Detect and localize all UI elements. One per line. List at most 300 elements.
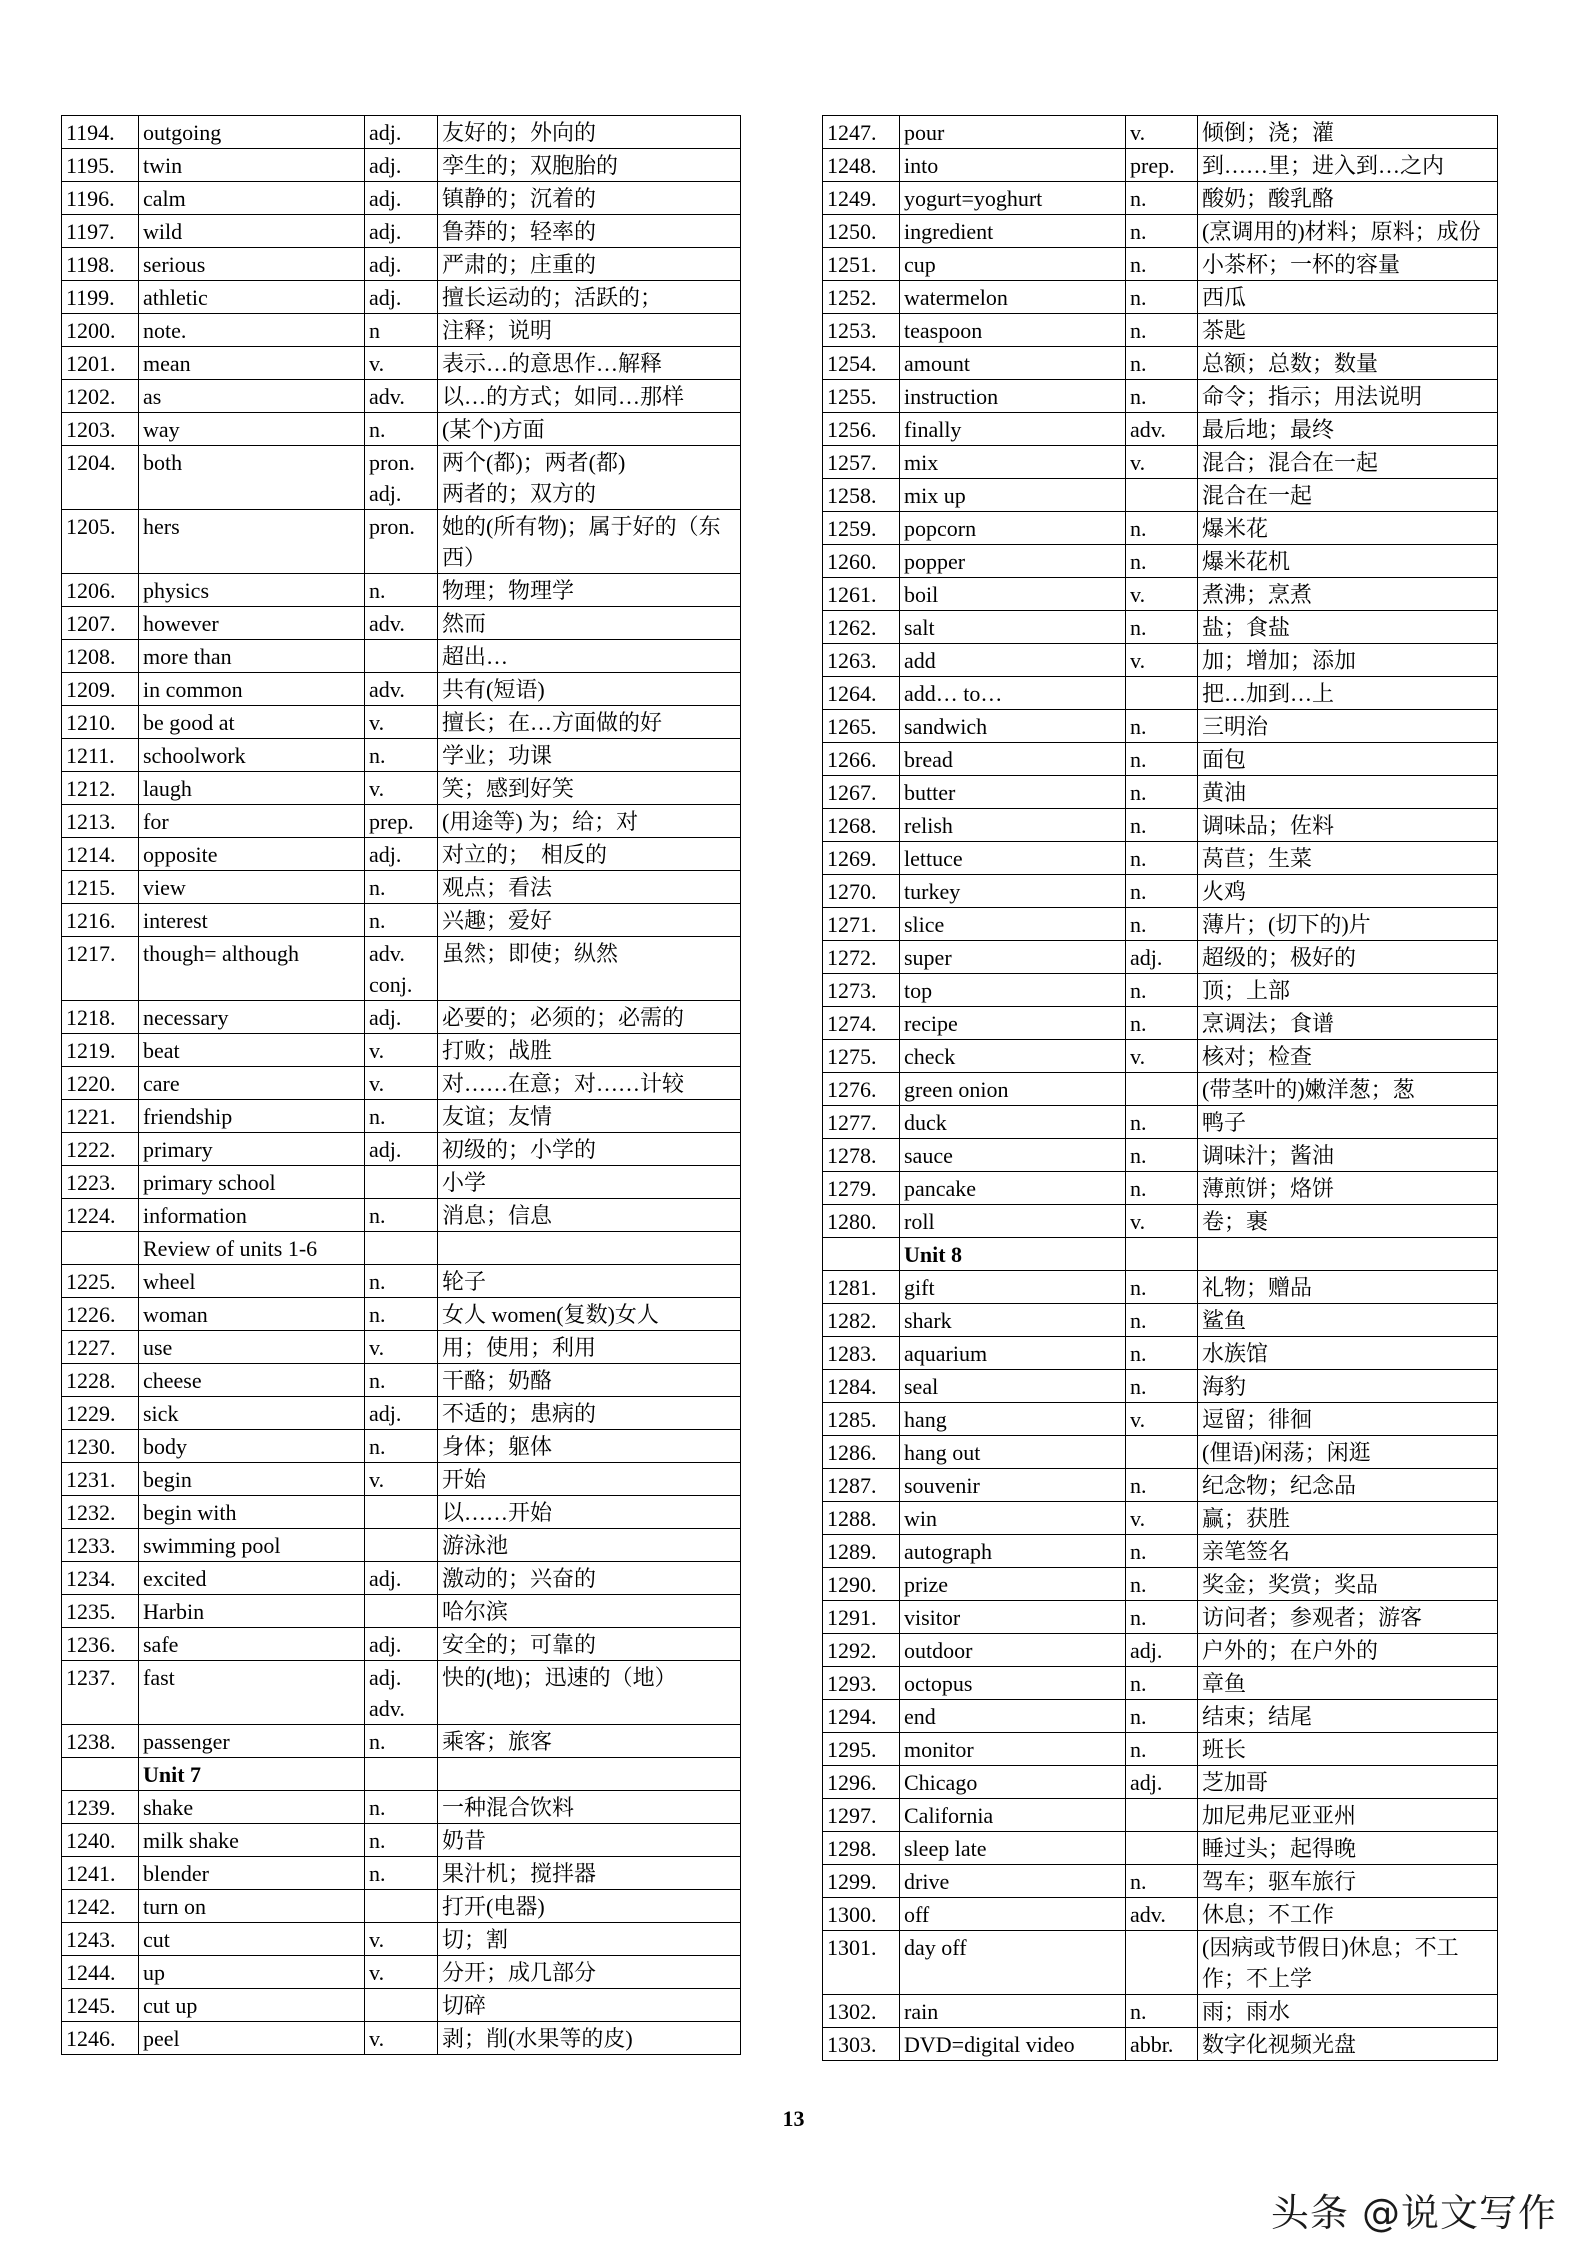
table-row [823,941,1498,974]
entry-word: calm [139,182,365,215]
entry-word: friendship [139,1100,365,1133]
entry-pos [1126,1073,1198,1106]
entry-pos: adj. [365,838,438,871]
entry-number: 1222. [62,1133,139,1166]
entry-pos: n. [1126,1139,1198,1172]
entry-meaning: 物理；物理学 [438,574,741,607]
entry-number: 1263. [823,644,900,677]
entry-meaning: 卷；裹 [1198,1205,1498,1238]
entry-meaning: 睡过头；起得晚 [1198,1832,1498,1865]
table-row [823,545,1498,578]
entry-word: beat [139,1034,365,1067]
entry-meaning: (因病或节假日)休息；不工作；不上学 [1198,1931,1498,1995]
table-row [823,1502,1498,1535]
entry-meaning: 茶匙 [1198,314,1498,347]
table-row [62,1430,741,1463]
entry-meaning: 一种混合饮料 [438,1791,741,1824]
entry-pos: n. [365,1791,438,1824]
entry-number: 1289. [823,1535,900,1568]
entry-word: however [139,607,365,640]
entry-pos: v. [365,1331,438,1364]
table-row [823,1139,1498,1172]
entry-meaning: 超出… [438,640,741,673]
entry-word: slice [900,908,1126,941]
entry-pos: n. [1126,842,1198,875]
entry-word: super [900,941,1126,974]
entry-number: 1288. [823,1502,900,1535]
entry-word: top [900,974,1126,1007]
entry-number: 1221. [62,1100,139,1133]
vocab-table-left [61,115,741,2055]
entry-word: mix up [900,479,1126,512]
entry-number: 1227. [62,1331,139,1364]
entry-meaning: 轮子 [438,1265,741,1298]
table-row [823,512,1498,545]
entry-number: 1251. [823,248,900,281]
table-row [823,149,1498,182]
entry-pos: n. [1126,1568,1198,1601]
table-row [62,1100,741,1133]
entry-pos: v. [1126,1502,1198,1535]
table-row [823,578,1498,611]
table-row [823,1073,1498,1106]
entry-number: 1199. [62,281,139,314]
entry-word: recipe [900,1007,1126,1040]
table-row [823,1799,1498,1832]
table-row [62,1298,741,1331]
entry-meaning: 最后地；最终 [1198,413,1498,446]
entry-word: mix [900,446,1126,479]
entry-pos: n. [1126,1271,1198,1304]
entry-number: 1266. [823,743,900,776]
entry-number: 1229. [62,1397,139,1430]
entry-pos [1126,1238,1198,1271]
entry-word: interest [139,904,365,937]
entry-pos: n. [1126,1469,1198,1502]
entry-meaning: 亲笔签名 [1198,1535,1498,1568]
table-row [823,1634,1498,1667]
entry-word: primary school [139,1166,365,1199]
entry-pos: n. [1126,281,1198,314]
entry-meaning: 虽然；即使；纵然 [438,937,741,1001]
entry-meaning: 女人 women(复数)女人 [438,1298,741,1331]
entry-word: turn on [139,1890,365,1923]
entry-pos: n. [1126,611,1198,644]
entry-word: though= although [139,937,365,1001]
table-row [62,1265,741,1298]
entry-number: 1302. [823,1995,900,2028]
table-row [62,281,741,314]
table-row [62,1034,741,1067]
table-row [823,1040,1498,1073]
table-row [62,1133,741,1166]
entry-pos: n. [1126,1865,1198,1898]
entry-number: 1281. [823,1271,900,1304]
entry-number: 1290. [823,1568,900,1601]
entry-meaning: 她的(所有物)；属于好的（东西） [438,510,741,574]
table-row [62,510,741,574]
entry-meaning: 数字化视频光盘 [1198,2028,1498,2061]
entry-word: swimming pool [139,1529,365,1562]
entry-number: 1276. [823,1073,900,1106]
entry-pos: n. [365,739,438,772]
entry-word: add… to… [900,677,1126,710]
entry-number: 1252. [823,281,900,314]
entry-pos: n. [365,1364,438,1397]
entry-word: outgoing [139,116,365,149]
entry-word: roll [900,1205,1126,1238]
entry-word: Review of units 1-6 [139,1232,365,1265]
entry-word: safe [139,1628,365,1661]
entry-pos: abbr. [1126,2028,1198,2061]
entry-pos [365,1496,438,1529]
table-row [62,1824,741,1857]
entry-meaning: 打败；战胜 [438,1034,741,1067]
entry-meaning: 打开(电器) [438,1890,741,1923]
entry-word: gift [900,1271,1126,1304]
entry-number: 1292. [823,1634,900,1667]
entry-meaning: 调味品；佐料 [1198,809,1498,842]
entry-pos: prep. [365,805,438,838]
entry-number: 1217. [62,937,139,1001]
entry-pos: n. [365,871,438,904]
entry-word: hers [139,510,365,574]
entry-word: monitor [900,1733,1126,1766]
entry-meaning: 海豹 [1198,1370,1498,1403]
entry-number: 1219. [62,1034,139,1067]
entry-word: care [139,1067,365,1100]
entry-number: 1287. [823,1469,900,1502]
entry-meaning: 薄煎饼；烙饼 [1198,1172,1498,1205]
table-row [823,644,1498,677]
entry-pos: n. [1126,710,1198,743]
table-row [62,640,741,673]
entry-word: into [900,149,1126,182]
entry-number: 1256. [823,413,900,446]
entry-word: body [139,1430,365,1463]
table-row [823,1370,1498,1403]
table-row [823,1469,1498,1502]
entry-word: autograph [900,1535,1126,1568]
entry-meaning: 安全的；可靠的 [438,1628,741,1661]
entry-number: 1272. [823,941,900,974]
entry-number: 1265. [823,710,900,743]
entry-pos: v. [1126,1403,1198,1436]
entry-word: Unit 8 [900,1238,1126,1271]
entry-meaning: 身体；躯体 [438,1430,741,1463]
entry-pos: n. [1126,776,1198,809]
entry-number: 1244. [62,1956,139,1989]
entry-word: excited [139,1562,365,1595]
entry-meaning: 鲨鱼 [1198,1304,1498,1337]
entry-pos: n. [1126,380,1198,413]
table-row [823,743,1498,776]
entry-number: 1228. [62,1364,139,1397]
entry-meaning: 火鸡 [1198,875,1498,908]
entry-pos: n. [1126,1733,1198,1766]
entry-number: 1269. [823,842,900,875]
entry-meaning: 不适的；患病的 [438,1397,741,1430]
entry-meaning: 以…的方式；如同…那样 [438,380,741,413]
entry-word: outdoor [900,1634,1126,1667]
entry-word: Unit 7 [139,1758,365,1791]
entry-pos: v. [1126,578,1198,611]
entry-number: 1279. [823,1172,900,1205]
table-row [62,772,741,805]
entry-word: watermelon [900,281,1126,314]
entry-number: 1280. [823,1205,900,1238]
table-row [62,1397,741,1430]
entry-word: relish [900,809,1126,842]
entry-meaning: 把…加到…上 [1198,677,1498,710]
entry-pos: adj. [365,1133,438,1166]
table-row [823,2028,1498,2061]
entry-meaning: 水族馆 [1198,1337,1498,1370]
table-row [823,380,1498,413]
entry-number: 1278. [823,1139,900,1172]
entry-pos: v. [1126,1040,1198,1073]
entry-pos: n. [1126,1172,1198,1205]
entry-number: 1293. [823,1667,900,1700]
entry-number: 1300. [823,1898,900,1931]
entry-word: duck [900,1106,1126,1139]
entry-pos [365,1989,438,2022]
table-row [823,1898,1498,1931]
entry-meaning: 镇静的；沉着的 [438,182,741,215]
entry-pos: pron. [365,510,438,574]
entry-pos: prep. [1126,149,1198,182]
entry-word: amount [900,347,1126,380]
entry-pos: adj. [365,1628,438,1661]
entry-pos: n. [1126,875,1198,908]
entry-meaning: 盐；食盐 [1198,611,1498,644]
entry-word: primary [139,1133,365,1166]
entry-number: 1195. [62,149,139,182]
entry-meaning: 初级的；小学的 [438,1133,741,1166]
entry-meaning: 对……在意；对……计较 [438,1067,741,1100]
entry-number: 1242. [62,1890,139,1923]
table-row [62,739,741,772]
entry-pos: n. [1126,1304,1198,1337]
table-row [823,1931,1498,1995]
table-row [62,215,741,248]
entry-word: cheese [139,1364,365,1397]
table-row [823,677,1498,710]
entry-number: 1215. [62,871,139,904]
table-row [823,347,1498,380]
entry-word: sandwich [900,710,1126,743]
entry-pos [1126,1832,1198,1865]
entry-pos: n. [1126,1700,1198,1733]
entry-meaning: 休息；不工作 [1198,1898,1498,1931]
entry-pos: v. [1126,446,1198,479]
entry-meaning: (某个)方面 [438,413,741,446]
table-row [62,574,741,607]
entry-pos: n. [365,1824,438,1857]
entry-word: passenger [139,1725,365,1758]
entry-pos: v. [365,1067,438,1100]
entry-word: way [139,413,365,446]
entry-number: 1297. [823,1799,900,1832]
entry-number: 1208. [62,640,139,673]
table-row [62,248,741,281]
table-row [62,1791,741,1824]
entry-meaning: 黄油 [1198,776,1498,809]
entry-word: opposite [139,838,365,871]
entry-number: 1210. [62,706,139,739]
entry-pos [1126,479,1198,512]
entry-pos [1126,1436,1198,1469]
entry-pos [365,640,438,673]
entry-pos [365,1595,438,1628]
entry-word: salt [900,611,1126,644]
table-row [823,1337,1498,1370]
entry-meaning: 友好的；外向的 [438,116,741,149]
entry-number: 1204. [62,446,139,510]
entry-number: 1205. [62,510,139,574]
entry-pos: n. [365,1857,438,1890]
entry-meaning: 礼物；赠品 [1198,1271,1498,1304]
entry-pos: v. [1126,1205,1198,1238]
entry-meaning: 调味汁；酱油 [1198,1139,1498,1172]
entry-pos: v. [1126,644,1198,677]
entry-number: 1257. [823,446,900,479]
entry-number: 1258. [823,479,900,512]
entry-pos: adv. [365,673,438,706]
table-row [823,1007,1498,1040]
entry-meaning [438,1232,741,1265]
table-row [823,215,1498,248]
table-row [823,908,1498,941]
entry-word: physics [139,574,365,607]
table-row [823,1436,1498,1469]
entry-number: 1226. [62,1298,139,1331]
entry-meaning: 混合在一起 [1198,479,1498,512]
entry-number: 1286. [823,1436,900,1469]
entry-pos: n. [1126,347,1198,380]
entry-word: end [900,1700,1126,1733]
entry-number [62,1758,139,1791]
entry-pos: n. [365,1430,438,1463]
entry-word: add [900,644,1126,677]
entry-number: 1249. [823,182,900,215]
entry-meaning: 擅长运动的；活跃的； [438,281,741,314]
table-row [823,1700,1498,1733]
entry-meaning: (用途等) 为；给；对 [438,805,741,838]
entry-number: 1237. [62,1661,139,1725]
entry-number: 1236. [62,1628,139,1661]
table-row [62,413,741,446]
table-row [62,1529,741,1562]
entry-meaning: 雨；雨水 [1198,1995,1498,2028]
entry-pos: n. [365,1298,438,1331]
entry-number: 1203. [62,413,139,446]
entry-pos: pron. adj. [365,446,438,510]
entry-pos: n. [1126,1106,1198,1139]
entry-pos: n. [1126,215,1198,248]
table-row [823,875,1498,908]
entry-word: sleep late [900,1832,1126,1865]
entry-meaning: 赢；获胜 [1198,1502,1498,1535]
entry-meaning: 驾车；驱车旅行 [1198,1865,1498,1898]
entry-word: finally [900,413,1126,446]
table-row [823,1535,1498,1568]
table-row [62,1890,741,1923]
entry-number: 1282. [823,1304,900,1337]
entry-pos: n. [1126,182,1198,215]
entry-meaning: 煮沸；烹煮 [1198,578,1498,611]
entry-pos: adv. [1126,1898,1198,1931]
table-row [823,248,1498,281]
entry-pos: adj. [365,1562,438,1595]
entry-meaning: 班长 [1198,1733,1498,1766]
entry-meaning [1198,1238,1498,1271]
entry-meaning: 表示…的意思作…解释 [438,347,741,380]
entry-word: note. [139,314,365,347]
entry-pos [365,1758,438,1791]
entry-number: 1232. [62,1496,139,1529]
table-row [823,281,1498,314]
entry-meaning: 孪生的；双胞胎的 [438,149,741,182]
table-row [62,1595,741,1628]
table-row [62,1562,741,1595]
entry-number: 1196. [62,182,139,215]
entry-number: 1238. [62,1725,139,1758]
entry-pos: adv. conj. [365,937,438,1001]
entry-pos: n. [365,1100,438,1133]
table-row [823,479,1498,512]
entry-pos: n. [365,413,438,446]
entry-word: schoolwork [139,739,365,772]
entry-word: boil [900,578,1126,611]
entry-pos: n. [1126,1535,1198,1568]
entry-number: 1243. [62,1923,139,1956]
entry-number: 1245. [62,1989,139,2022]
table-row [823,842,1498,875]
entry-meaning: 面包 [1198,743,1498,776]
entry-number: 1218. [62,1001,139,1034]
entry-number: 1207. [62,607,139,640]
entry-pos: adv. [365,380,438,413]
entry-meaning: 总额；总数；数量 [1198,347,1498,380]
entry-number: 1214. [62,838,139,871]
entry-number: 1234. [62,1562,139,1595]
entry-number: 1255. [823,380,900,413]
entry-word: butter [900,776,1126,809]
entry-meaning: 快的(地)；迅速的（地） [438,1661,741,1725]
entry-number [823,1238,900,1271]
entry-meaning: 切；割 [438,1923,741,1956]
entry-meaning: 超级的；极好的 [1198,941,1498,974]
table-row [62,805,741,838]
table-row [823,710,1498,743]
table-row [823,809,1498,842]
entry-number: 1198. [62,248,139,281]
table-row [823,776,1498,809]
entry-word: rain [900,1995,1126,2028]
entry-meaning: 注释；说明 [438,314,741,347]
table-row [62,1956,741,1989]
entry-word: begin with [139,1496,365,1529]
table-row [823,1238,1498,1271]
entry-pos: adj. [365,215,438,248]
entry-meaning: 用；使用；利用 [438,1331,741,1364]
entry-pos: v. [365,1923,438,1956]
entry-number: 1264. [823,677,900,710]
entry-number: 1212. [62,772,139,805]
table-row [823,1205,1498,1238]
entry-number: 1200. [62,314,139,347]
